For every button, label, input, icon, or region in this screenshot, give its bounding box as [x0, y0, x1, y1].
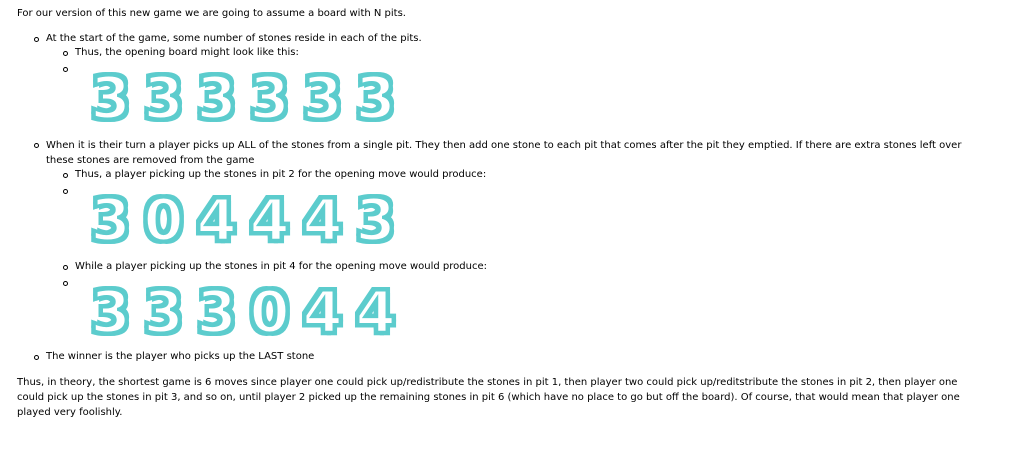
outro-text-line3: played very foolishly. — [17, 407, 123, 418]
pit-count: 3 — [355, 64, 396, 132]
pit-count: 3 — [196, 278, 237, 346]
pit-count: 3 — [90, 64, 131, 132]
bullet-text-turn-line2: these stones are removed from the game — [46, 155, 255, 166]
pit-count: 4 — [302, 186, 343, 254]
pit-count: 3 — [90, 278, 131, 346]
outro-text-line2: could pick up the stones in pit 3, and so on, until player 2 picked up the remaining stones in pit 6 (which have no place to go but off the board). Of course, that would mean that player one — [17, 392, 960, 403]
pit-count: 3 — [90, 186, 131, 254]
sub-bullet-text-pit4: While a player picking up the stones in pit 4 for the opening move would produce: — [75, 261, 487, 272]
bullet-open-circle — [63, 281, 68, 286]
bullet-text-turn-line1: When it is their turn a player picks up ALL of the stones from a single pit. They then add one stone to each pit that comes after the pit they emptied. If there are extra stones left over — [46, 140, 962, 151]
pit-count: 4 — [355, 278, 396, 346]
intro-text: For our version of this new game we are going to assume a board with N pits. — [17, 8, 406, 19]
bullet-open-circle — [63, 265, 68, 270]
bullet-text-start: At the start of the game, some number of stones reside in each of the pits. — [46, 33, 422, 44]
sub-bullet-text-pit2: Thus, a player picking up the stones in pit 2 for the opening move would produce: — [75, 169, 487, 180]
bullet-open-circle — [63, 189, 68, 194]
sub-bullet-text-opening-board: Thus, the opening board might look like this: — [75, 47, 299, 58]
pit-count: 4 — [302, 278, 343, 346]
pit-count: 3 — [355, 186, 396, 254]
pit-count: 4 — [196, 186, 237, 254]
bullet-open-circle — [34, 355, 39, 360]
pit-count: 4 — [249, 186, 290, 254]
pit-count: 3 — [196, 64, 237, 132]
bullet-open-circle — [63, 173, 68, 178]
pit-count: 0 — [249, 278, 290, 346]
bullet-open-circle — [34, 37, 39, 42]
bullet-open-circle — [34, 143, 39, 148]
outro-text-line1: Thus, in theory, the shortest game is 6 moves since player one could pick up/redistribute the stones in pit 1, then player two could pick up/reditstribute the stones in pit 2, then player one — [17, 377, 958, 388]
bullet-open-circle — [63, 51, 68, 56]
pit-count: 0 — [143, 186, 184, 254]
bullet-text-winner: The winner is the player who picks up the LAST stone — [46, 351, 315, 362]
pit-count: 3 — [143, 278, 184, 346]
board-after-pit2 — [84, 186, 402, 254]
bullet-open-circle — [63, 67, 68, 72]
pit-count: 3 — [249, 64, 290, 132]
board-after-pit4 — [84, 278, 402, 346]
pit-count: 3 — [143, 64, 184, 132]
pit-count: 3 — [302, 64, 343, 132]
board-opening — [84, 64, 402, 132]
